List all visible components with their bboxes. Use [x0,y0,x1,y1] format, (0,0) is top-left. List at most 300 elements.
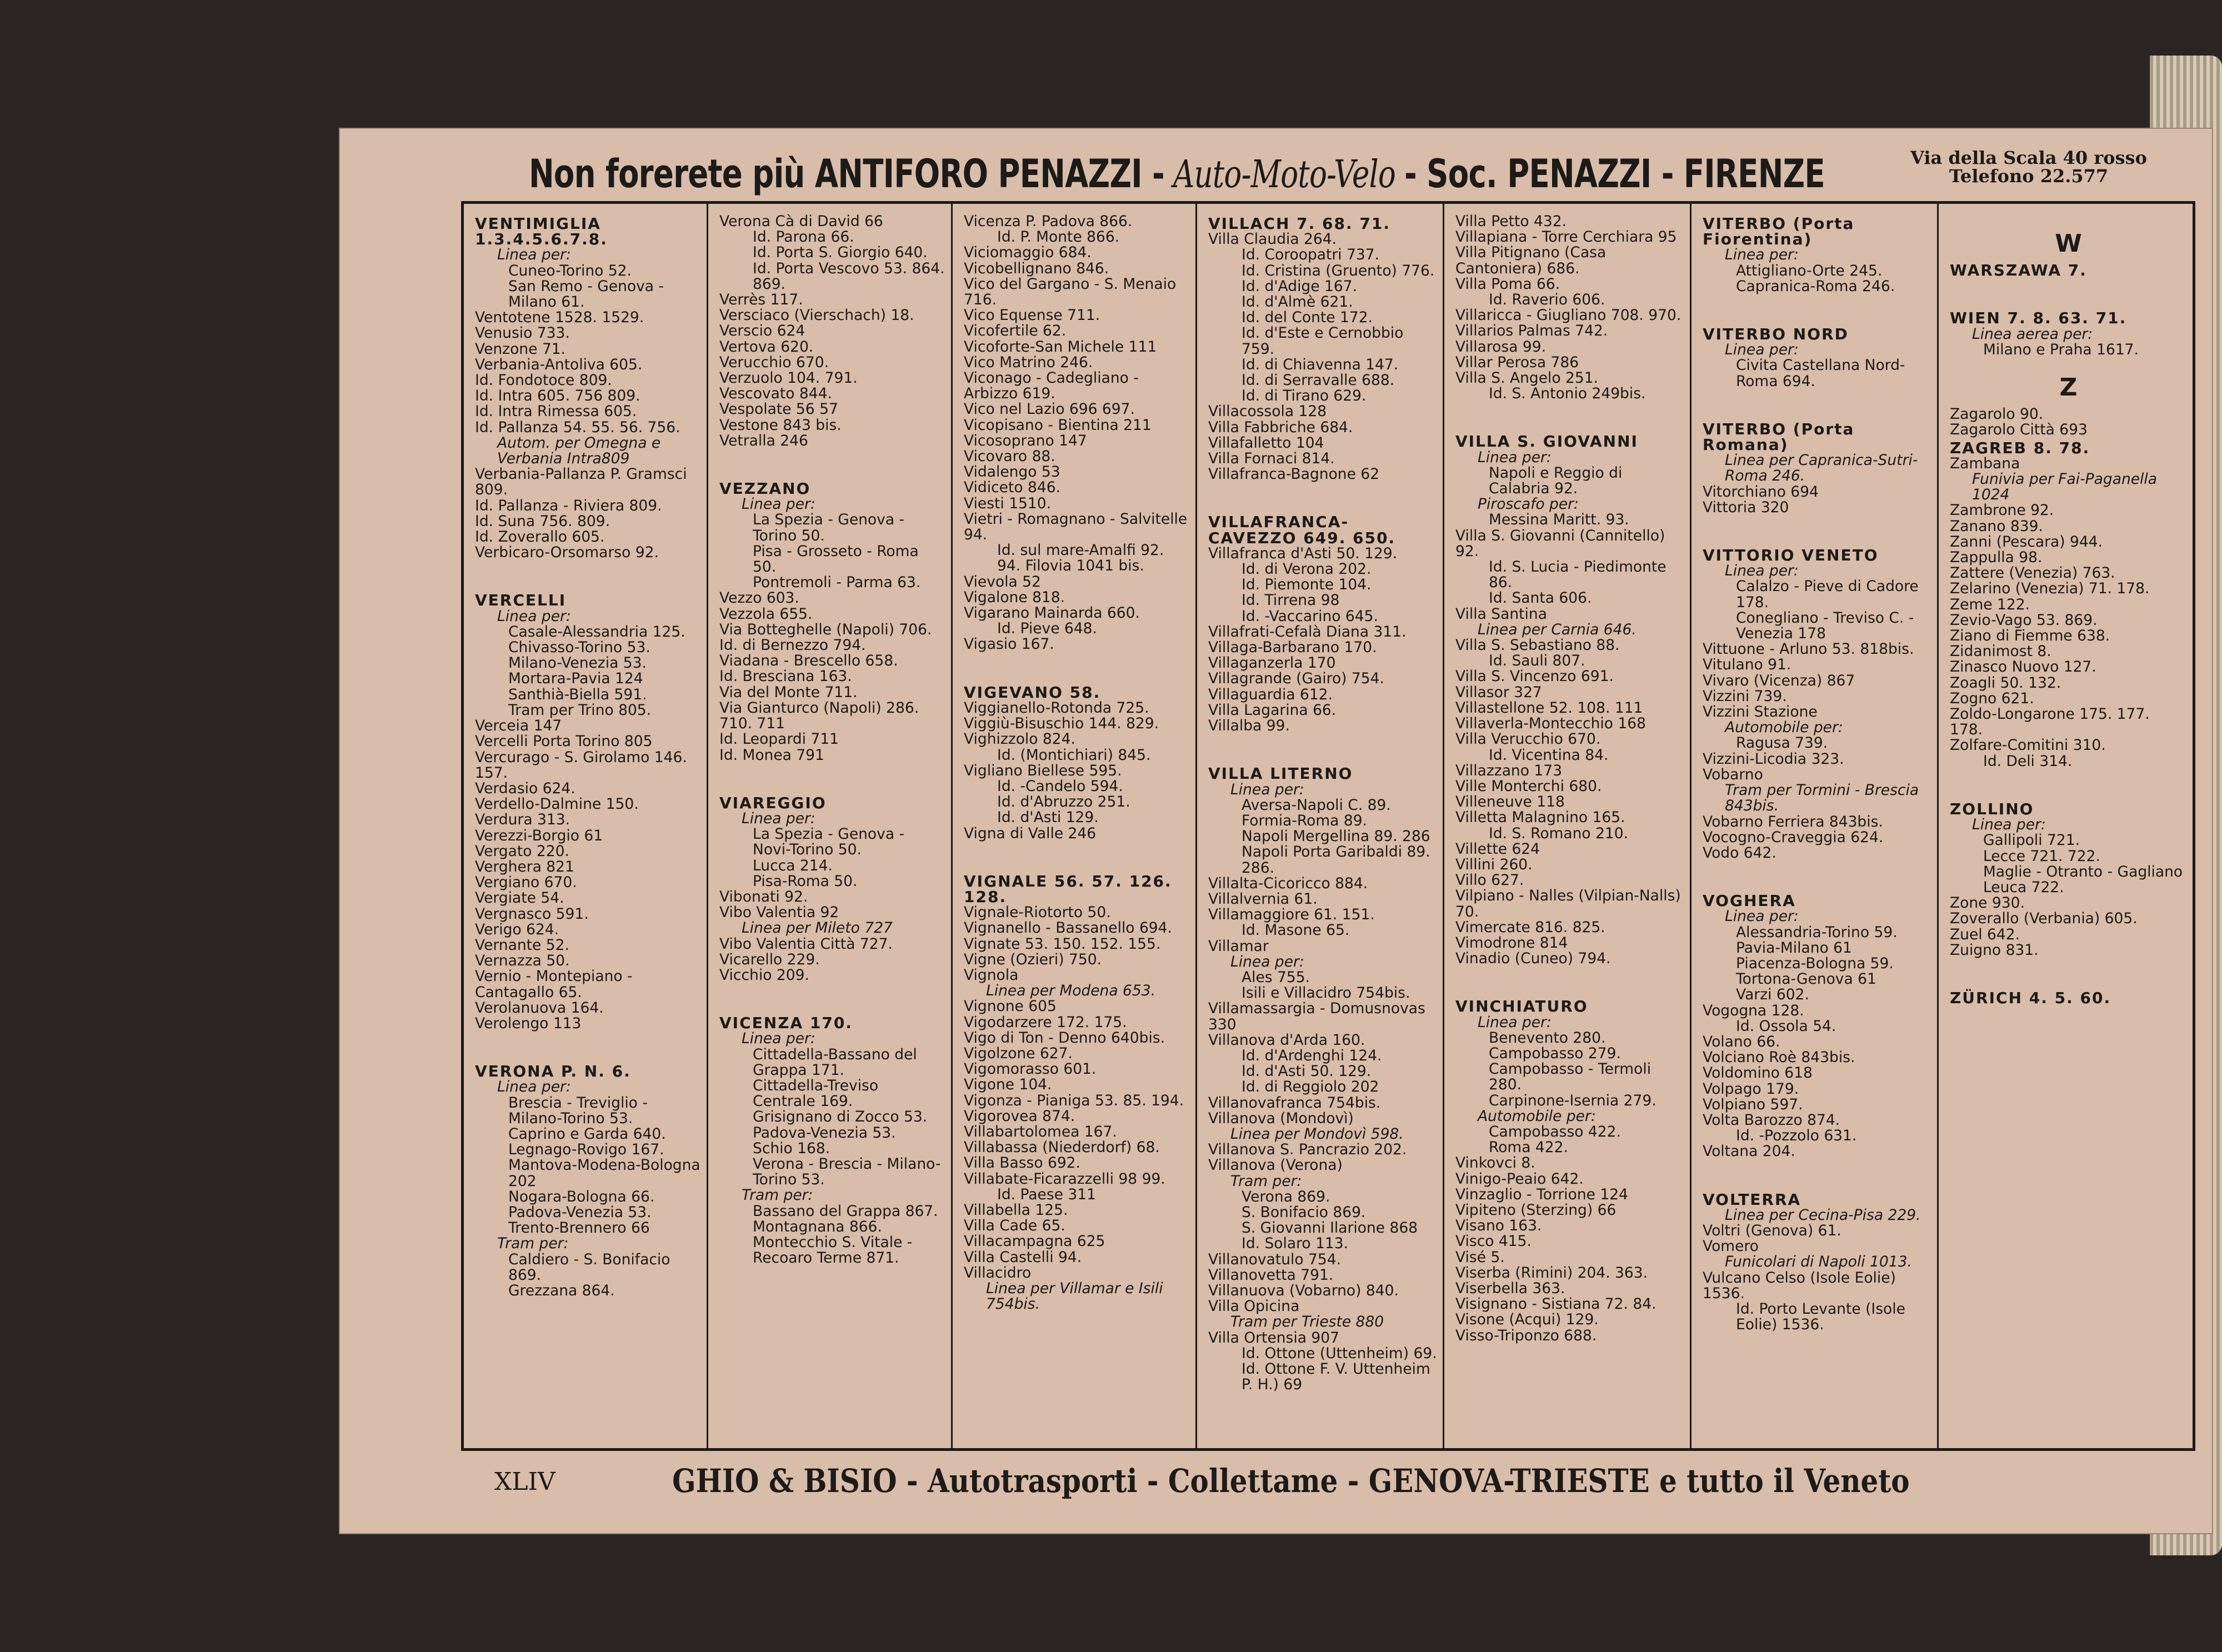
index-frame [461,201,2195,1451]
index-heading: VERONA P. N. 6. [475,1062,631,1081]
index-entry: Piroscafo per: [1478,495,1579,513]
index-entry: Venusio 733. [475,324,570,342]
index-entry: Id. Ottone F. V. Uttenheim P. H.) 69 [1242,1360,1430,1394]
index-entry: Vighizzolo 824. [964,730,1075,748]
index-entry: Viggianello-Rotonda 725. [964,699,1149,717]
index-entry: Id. Zoverallo 605. [475,528,605,546]
index-column-5 [1444,204,1691,1448]
index-entry: Milano e Praha 1617. [1983,341,2139,358]
index-entry: Verbicaro-Orsomarso 92. [475,544,659,562]
index-entry: Id. di Verona 202. [1242,560,1372,578]
index-entry: Villacossola 128 [1208,403,1327,420]
index-entry: Bassano del Grappa 867. [753,1202,938,1220]
index-entry: Vignanello - Bassanello 694. [964,919,1172,937]
index-entry: Visano 163. [1455,1217,1542,1235]
index-entry: Vitorchiano 694 [1703,483,1819,500]
index-entry: Id. Porta S. Giorgio 640. [753,244,928,262]
index-entry: Vocogno-Craveggia 624. [1703,828,1884,846]
index-entry: Zambana [1950,454,2020,472]
index-entry: Voltana 204. [1703,1143,1795,1160]
index-entry: Padova-Venezia 53. [753,1124,896,1142]
index-entry: Tram per Trino 805. [508,701,652,719]
index-entry: Vigolzone 627. [964,1044,1073,1062]
index-entry: Zanano 839. [1950,517,2043,535]
index-entry: Id. Cristina (Gruento) 776. [1242,262,1435,279]
index-entry: Villa Pitignano (Casa Cantoniera) 686. [1455,244,1607,277]
index-entry: Cuneo-Torino 52. [508,262,632,279]
index-entry: Id. S. Romano 210. [1489,824,1629,842]
index-entry: Vogogna 128. [1703,1002,1804,1019]
index-entry: Vibo Valentia 92 [719,904,839,922]
page-number: XLIV [494,1468,556,1496]
index-entry: Vomero [1703,1238,1759,1255]
index-entry: Verucchio 670. [719,353,829,371]
index-entry: Vicofertile 62. [964,322,1067,340]
index-entry: Zanni (Pescara) 944. [1950,533,2103,550]
index-heading: VERCELLI [475,591,567,610]
index-entry: Id. Pallanza - Riviera 809. [475,497,662,514]
index-entry: Lucca 214. [753,857,833,874]
index-entry: Id. Porto Levante (Isole Eolie) 1536. [1736,1300,1905,1334]
index-entry: Id. Santa 606. [1489,589,1592,607]
index-entry: Viserba (Rimini) 204. 363. [1455,1264,1648,1281]
index-entry: Caprino e Garda 640. [508,1125,666,1143]
index-entry: Vinigo-Peaio 642. [1455,1170,1584,1188]
index-heading: VITERBO (Porta Fiorentina) [1703,214,1855,249]
index-column-7 [1939,204,2193,1448]
index-entry: Linea per Mileto 727 [742,919,893,937]
index-entry: Linea per: [1478,1013,1552,1031]
index-entry: Villanovatulo 754. [1208,1250,1341,1268]
index-entry: Villa S. Giovanni (Cannitello) 92. [1455,527,1665,560]
index-heading: VOGHERA [1703,892,1796,910]
index-entry: Verzuolo 104. 791. [719,369,858,387]
index-entry: San Remo - Genova - Milano 61. [508,277,664,311]
index-entry: Vigasio 167. [964,635,1054,653]
index-entry: Verdura 313. [475,811,570,829]
index-entry: Campobasso 422. [1489,1123,1621,1140]
index-entry: Vignone 605 [964,998,1057,1015]
index-entry: Id. Vicentina 84. [1489,746,1609,764]
index-heading: ZOLLINO [1950,799,2034,818]
index-entry: Villa Basso 692. [964,1154,1080,1172]
index-entry: Tortona-Genova 61 [1736,970,1876,988]
index-entry: Ville Monterchi 680. [1455,777,1602,795]
index-entry: Id. sul mare-Amalfi 92. 94. Filovia 1041 bis. [997,542,1164,575]
index-entry: Napoli e Reggio di Calabria 92. [1489,464,1623,498]
index-entry: Via Gianturco (Napoli) 286. 710. 711 [719,699,919,733]
index-entry: Id. Tirrena 98 [1242,592,1340,609]
index-entry: Villa Opicina [1208,1298,1300,1315]
index-entry: Vergiate 54. [475,889,564,907]
index-entry: Id. Raverio 606. [1489,291,1605,309]
index-entry: Ziano di Fiemme 638. [1950,627,2110,645]
index-heading: VIGEVANO 58. [964,683,1101,702]
index-entry: Villastellone 52. 108. 111 [1455,699,1643,717]
index-entry: Vidalengo 53 [964,463,1060,481]
index-entry: Villanovafranca 754bis. [1208,1094,1381,1112]
index-entry: Id. d'Ardenghi 124. [1242,1047,1382,1064]
index-entry: Vercelli Porta Torino 805 [475,733,653,750]
header-address-line2: Telefono 22.577 [1949,166,2109,187]
index-heading: VITERBO NORD [1703,325,1849,344]
header-tail-text: - Soc. PENAZZI - FIRENZE [1404,151,1825,197]
index-entry: Id. -Vaccarino 645. [1242,607,1378,625]
index-entry: S. Giovanni Ilarione 868 [1242,1219,1418,1237]
index-entry: Padova-Venezia 53. [508,1203,652,1221]
index-entry: Id. di Chiavenna 147. [1242,356,1399,373]
index-entry: Montecchio S. Vitale - Recoaro Terme 871. [753,1233,913,1267]
index-entry: Vinkovci 8. [1455,1154,1535,1172]
index-entry: Villalba 99. [1208,717,1290,735]
index-entry: Zevio-Vago 53. 869. [1950,611,2098,629]
index-entry: Verrès 117. [719,291,803,309]
index-entry: Vico del Gargano - S. Menaio 716. [964,275,1177,309]
index-entry: Vicarello 229. [719,950,820,968]
index-entry: Id. Porta Vescovo 53. 864. 869. [753,259,945,293]
footer-advert: GHIO & BISIO - Autotrasporti - Collettame - GENOVA-TRIESTE e tutto il Veneto [672,1462,1910,1500]
header-address [1895,149,2162,186]
index-entry: Pisa-Roma 50. [753,872,858,890]
index-entry: Id. d'Adige 167. [1242,277,1357,295]
index-entry: Vigna di Valle 246 [964,824,1097,842]
index-entry: Id. di Reggiolo 202 [1242,1078,1379,1096]
index-entry: Verezzi-Borgio 61 [475,827,603,844]
index-entry: Vicosoprano 147 [964,432,1087,449]
index-entry: Verona - Brescia - Milano-Torino 53. [753,1155,941,1189]
index-entry: Volpiano 597. [1703,1095,1803,1113]
index-entry: Voltri (Genova) 61. [1703,1222,1841,1239]
index-entry: Linea per Capranica-Sutri-Roma 246. [1725,452,1918,485]
footer-banner [461,1456,2195,1512]
index-entry: Villaga-Barbarano 170. [1208,639,1377,657]
index-entry: Viciomaggio 684. [964,244,1092,262]
index-entry: Villa Fornaci 814. [1208,450,1335,468]
index-entry: Villanova d'Arda 160. [1208,1031,1365,1049]
index-entry: Funivia per Fai-Paganella 1024 [1972,470,2158,504]
index-entry: Villo 627. [1455,872,1524,889]
index-entry: Vezzo 603. [719,589,799,607]
index-entry: Linea per: [742,495,815,513]
index-entry: Vigo di Ton - Denno 640bis. [964,1029,1165,1047]
index-entry: Villarosa 99. [1455,338,1547,356]
index-entry: La Spezia - Genova - Torino 50. [753,511,905,544]
index-entry: Caldiero - S. Bonifacio 869. [508,1250,670,1284]
index-entry: Zolfare-Comitini 310. [1950,737,2106,754]
index-entry: Schio 168. [753,1139,830,1157]
index-entry: Vibonati 92. [719,888,808,905]
index-entry: Vigomorasso 601. [964,1060,1097,1078]
index-entry: Id. -Pozzolo 631. [1736,1127,1857,1145]
index-entry: Viadana - Brescello 658. [719,652,898,670]
index-entry: Viconago - Cadegliano - Arbizzo 619. [964,369,1139,403]
index-entry: Villapiana - Torre Cerchiara 95 [1455,228,1677,246]
index-entry: Id. (Montichiari) 845. [997,746,1151,764]
index-entry: Vimodrone 814 [1455,934,1568,952]
index-entry: Linea per Mondovì 598. [1230,1125,1404,1143]
index-entry: Vinadio (Cuneo) 794. [1455,950,1611,968]
index-column-2 [708,204,953,1448]
index-entry: Villette 624 [1455,840,1540,858]
index-entry: Zoldo-Longarone 175. 177. 178. [1950,705,2150,739]
index-entry: Pavia-Milano 61 [1736,939,1852,957]
index-entry: Id. d'Almè 621. [1242,293,1353,311]
header-main-text: Non forerete più ANTIFORO PENAZZI - [529,151,1164,197]
index-entry: Viesti 1510. [964,494,1052,512]
index-entry: Visé 5. [1455,1248,1505,1266]
index-entry: Legnago-Rovigo 167. [508,1141,664,1159]
index-entry: Id. Piemonte 104. [1242,576,1372,594]
index-entry: Volano 66. [1703,1033,1780,1050]
index-entry: Villamassargia - Domusnovas 330 [1208,1000,1425,1033]
index-entry: Varzi 602. [1736,986,1809,1004]
index-entry: Verdasio 624. [475,779,575,797]
index-entry: Verigo 624. [475,920,559,938]
index-column-3 [953,204,1197,1448]
index-entry: Vibo Valentia Città 727. [719,935,893,953]
index-entry: Villaricca - Giugliano 708. 970. [1455,307,1681,324]
index-entry: Zuel 642. [1950,925,2020,943]
index-entry: Id. Intra 605. 756 809. [475,387,640,405]
index-entry: Messina Maritt. 93. [1489,511,1629,529]
index-entry: Linea per: [497,246,571,264]
index-entry: Tram per: [1230,1172,1302,1190]
index-entry: Vespolate 56 57 [719,401,838,418]
index-entry: Id. Bresciana 163. [719,668,852,685]
index-entry: Id. P. Monte 866. [997,228,1120,246]
index-entry: Vievola 52 [964,573,1041,590]
index-entry: Linea per: [742,809,815,827]
index-heading: VINCHIATURO [1455,997,1588,1016]
header-advert [529,151,1825,197]
index-entry: Linea per Modena 653. [986,982,1155,1000]
index-entry: Vico nel Lazio 696 697. [964,401,1135,418]
index-entry: Villa Fabbriche 684. [1208,418,1353,436]
index-entry: Automobile per: [1478,1107,1596,1125]
index-entry: Roma 422. [1489,1139,1568,1157]
index-entry: Id. d'Asti 129. [997,809,1099,827]
header-address-line1: Via della Scala 40 rosso [1910,147,2147,168]
index-entry: Id. S. Antonio 249bis. [1489,385,1646,403]
index-entry: Chivasso-Torino 53. [508,639,650,657]
index-entry: Vescovato 844. [719,385,832,403]
index-entry: Villafalletto 104 [1208,434,1324,452]
index-entry: Vobarno [1703,765,1763,783]
index-entry: Vignale-Riotorto 50. [964,904,1111,922]
index-entry: Villabella 125. [964,1201,1068,1219]
index-entry: Vergnasco 591. [475,905,589,923]
index-entry: Villetta Malagnino 165. [1455,809,1625,827]
index-entry: Villagrande (Gairo) 754. [1208,670,1384,688]
index-entry: Zambrone 92. [1950,502,2054,519]
index-heading: VILLA S. GIOVANNI [1455,432,1638,451]
index-entry: Zattere (Venezia) 763. [1950,564,2115,582]
index-entry: Napoli Porta Garibaldi 89. 286. [1242,843,1430,877]
index-entry: Id. di Bernezzo 794. [719,637,866,654]
index-entry: Isili e Villacidro 754bis. [1242,984,1410,1002]
index-entry: Cittadella-Bassano del Grappa 171. [753,1045,917,1079]
index-entry: Vigorovea 874. [964,1107,1075,1125]
index-entry: Linea per: [1478,448,1552,466]
index-entry: Villa Santina [1455,605,1547,623]
index-entry: Volta Barozzo 874. [1703,1111,1840,1129]
index-entry: Casale-Alessandria 125. [508,623,685,640]
index-entry: Villa Claudia 264. [1208,231,1337,248]
index-entry: Benevento 280. [1489,1029,1606,1047]
index-entry: Visco 415. [1455,1233,1532,1250]
index-entry: Linea per: [1230,780,1304,798]
index-entry: Villazzano 173 [1455,762,1562,779]
index-columns [464,204,2193,1448]
index-entry: Pontremoli - Parma 63. [753,574,921,592]
index-entry: Id. di Tirano 629. [1242,387,1367,405]
index-entry: Automobile per: [1725,719,1843,737]
index-entry: Linea per: [1725,246,1799,264]
index-entry: Verolengo 113 [475,1014,582,1032]
index-entry: Vodo 642. [1703,844,1776,862]
index-entry: Zuigno 831. [1950,941,2039,959]
index-entry: Vicovaro 88. [964,448,1055,465]
index-entry: Vittoria 320 [1703,498,1789,516]
index-entry: Volciano Roè 843bis. [1703,1049,1855,1067]
index-entry: Vigodarzere 172. 175. [964,1013,1127,1031]
index-entry: Campobasso - Termoli 280. [1489,1060,1652,1094]
index-entry: Vergato 220. [475,842,569,860]
index-entry: Villabassa (Niederdorf) 68. [964,1139,1160,1157]
index-entry: Id. Solaro 113. [1242,1235,1349,1253]
index-entry: Id. Deli 314. [1983,752,2073,770]
index-entry: Linea per: [497,1078,571,1096]
index-entry: Villaganzerla 170 [1208,654,1336,672]
index-entry: Villalvernia 61. [1208,890,1318,908]
index-entry: Villa S. Vincenzo 691. [1455,668,1614,685]
index-entry: Milano-Venezia 53. [508,654,647,672]
index-entry: Vicoforte-San Michele 111 [964,338,1157,356]
index-entry: Id. Parona 66. [753,228,854,246]
index-entry: Villamaggiore 61. 151. [1208,906,1375,924]
directory-page [340,129,2212,1533]
index-entry: Autom. per Omegna e Verbania Intra809 [497,434,661,468]
index-entry: Vernante 52. [475,936,569,954]
index-entry: Vico Equense 711. [964,307,1100,324]
index-entry: Aversa-Napoli C. 89. [1242,796,1391,814]
index-entry: Linea per: [497,607,571,625]
index-entry: Tram per Tormini - Brescia 843bis. [1725,782,1919,815]
index-entry: Verbania-Pallanza P. Gramsci 809. [475,465,687,499]
index-entry: Vigarano Mainarda 660. [964,604,1140,622]
index-entry: Vicobellignano 846. [964,259,1109,277]
index-heading: VILLACH 7. 68. 71. [1208,214,1390,233]
index-entry: Id. Leopardi 711 [719,730,839,748]
index-entry: Capranica-Roma 246. [1736,277,1895,295]
index-entry: Villa Verucchio 670. [1455,730,1601,748]
index-entry: Linea per: [1725,908,1799,925]
index-heading: ZAGREB 8. 78. [1950,438,2090,457]
index-entry: Villanova S. Pancrazio 202. [1208,1141,1407,1159]
index-entry: Vilpiano - Nalles (Vilpian-Nalls) 70. [1455,887,1681,920]
index-entry: Villafranca d'Asti 50. 129. [1208,544,1398,562]
index-entry: Mortara-Pavia 124 [508,670,643,688]
index-entry: Villa Poma 66. [1455,275,1560,293]
index-entry: Villaguardia 612. [1208,685,1333,703]
index-entry: Villalta-Cicoricco 884. [1208,874,1368,892]
index-entry: Linea per Carnia 646. [1478,620,1637,638]
index-entry: Villaverla-Montecchio 168 [1455,715,1646,733]
index-entry: Maglie - Otranto - Gagliano Leuca 722. [1983,863,2183,896]
index-entry: Villabartolomea 167. [964,1123,1117,1140]
index-heading: WIEN 7. 8. 63. 71. [1950,309,2127,328]
index-entry: Vignate 53. 150. 152. 155. [964,935,1161,953]
index-entry: Linea per Villamar e Isili 754bis. [986,1280,1163,1313]
index-entry: Zidanimost 8. [1950,643,2051,660]
index-entry: Villamar [1208,937,1269,955]
index-entry: Villa S. Sebastiano 88. [1455,637,1620,654]
index-entry: Zoagli 50. 132. [1950,674,2061,692]
index-entry: Villabate-Ficarazzelli 98 99. [964,1170,1165,1188]
header-script-text: Auto-Moto-Velo [1164,153,1405,197]
index-entry: Verdello-Dalmine 150. [475,795,639,813]
index-entry: Villa Petto 432. [1455,213,1567,230]
index-entry: Id. Ossola 54. [1736,1017,1836,1035]
index-entry: Villa S. Angelo 251. [1455,369,1599,387]
index-entry: Grisignano di Zocco 53. [753,1108,928,1126]
index-entry: Visso-Triponzo 688. [1455,1326,1597,1344]
index-entry: Conegliano - Treviso C. - Venezia 178 [1736,609,1914,643]
index-entry: Vimercate 816. 825. [1455,918,1605,936]
index-entry: Villeneuve 118 [1455,793,1565,811]
index-entry: Id. Monea 791 [719,746,824,764]
index-heading: ZÜRICH 4. 5. 60. [1950,988,2111,1007]
index-heading: VICENZA 170. [719,1014,853,1033]
index-entry: Villa Castelli 94. [964,1248,1082,1266]
index-entry: Id. Fondotoce 809. [475,372,612,389]
index-entry: Piacenza-Bologna 59. [1736,954,1894,972]
index-entry: Linea per: [742,1030,815,1048]
index-entry: Vigonza - Pianiga 53. 85. 194. [964,1092,1184,1109]
index-entry: Grezzana 864. [508,1282,615,1299]
header-banner [340,146,2212,201]
index-entry: Verona Cà di David 66 [719,213,883,230]
index-entry: Verghera 821 [475,858,574,875]
index-entry: Villanovetta 791. [1208,1266,1334,1284]
index-entry: Villanova (Mondovì) [1208,1109,1354,1127]
index-entry: Zagarolo Città 693 [1950,421,2088,439]
index-entry: Vinzaglio - Torrione 124 [1455,1185,1628,1203]
index-heading: VIGNALE 56. 57. 126. 128. [964,872,1172,906]
index-entry: Vivaro (Vicenza) 867 [1703,672,1855,689]
index-entry: Id. S. Lucia - Piedimonte 86. [1489,558,1666,592]
index-entry: Viggiù-Bisuschio 144. 829. [964,715,1159,733]
index-column-1 [464,204,708,1448]
index-entry: Vergiano 670. [475,874,577,892]
index-entry: Calalzo - Pieve di Cadore 178. [1736,578,1919,611]
index-entry: Brescia - Treviglio - Milano-Torino 53. [508,1094,648,1127]
index-entry: Tram per: [497,1235,569,1253]
index-entry: Via Botteghelle (Napoli) 706. [719,620,932,638]
index-entry: Id. Suna 756. 809. [475,512,610,530]
index-entry: Zoverallo (Verbania) 605. [1950,910,2138,928]
index-entry: Vetralla 246 [719,432,808,449]
index-entry: Vignola [964,966,1019,984]
index-entry: Vietri - Romagnano - Salvitelle 94. [964,510,1188,544]
index-entry: Vizzini 739. [1703,687,1787,705]
index-entry: Linea per: [1725,341,1799,359]
index-entry: Vertova 620. [719,338,814,356]
index-entry: Id. Pallanza 54. 55. 56. 756. [475,418,680,436]
index-entry: Villarios Palmas 742. [1455,322,1608,340]
index-entry: Vizzini-Licodia 323. [1703,750,1844,768]
index-entry: Formia-Roma 89. [1242,812,1367,829]
